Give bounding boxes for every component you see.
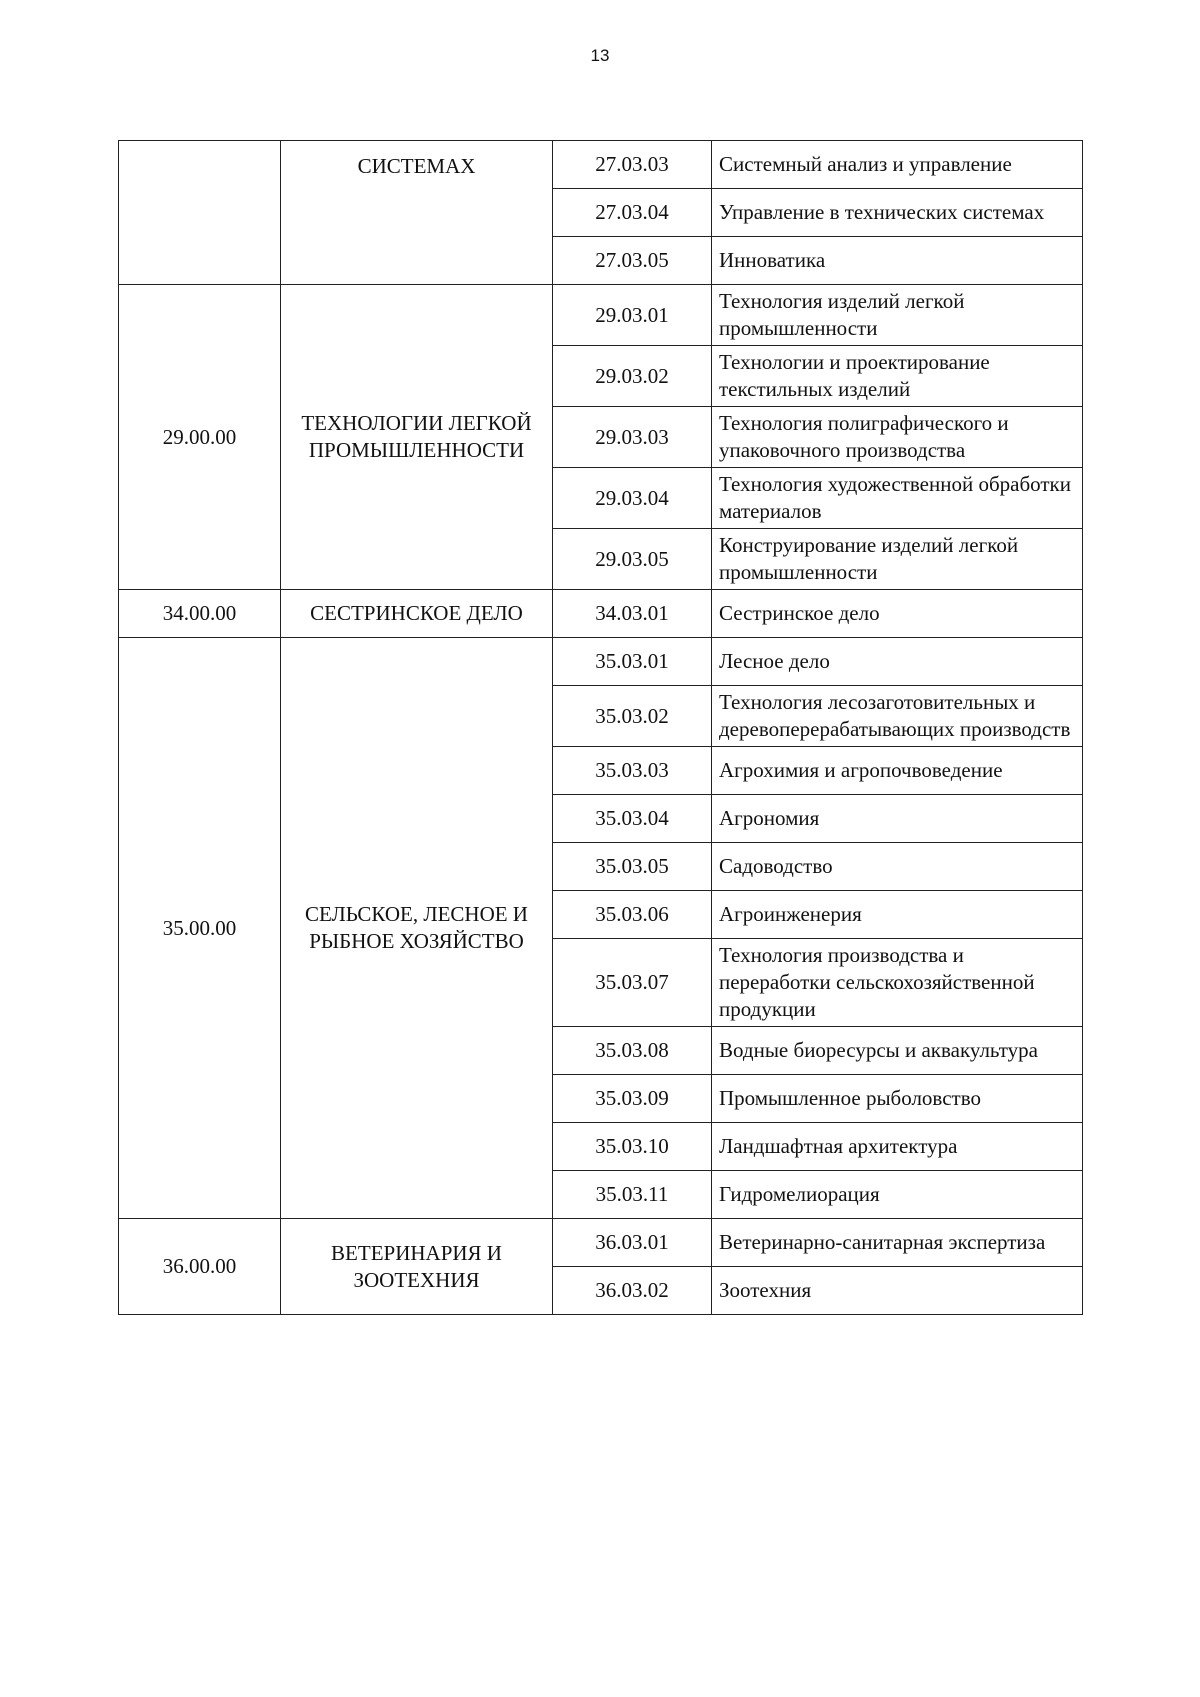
group-name: ВЕТЕРИНАРИЯ И ЗООТЕХНИЯ xyxy=(281,1219,553,1315)
program-code: 36.03.01 xyxy=(553,1219,712,1267)
program-name: Промышленное рыболовство xyxy=(712,1075,1083,1123)
group-name: СЕЛЬСКОЕ, ЛЕСНОЕ И РЫБНОЕ ХОЗЯЙСТВО xyxy=(281,638,553,1219)
table-row xyxy=(119,638,1083,686)
program-code: 29.03.04 xyxy=(553,468,712,529)
group-code: 35.00.00 xyxy=(119,638,281,1219)
program-name: Управление в технических системах xyxy=(712,189,1083,237)
specialties-table xyxy=(118,140,1083,1315)
program-name: Инноватика xyxy=(712,237,1083,285)
program-name: Садоводство xyxy=(712,843,1083,891)
table-row xyxy=(119,141,1083,189)
program-name: Агроинженерия xyxy=(712,891,1083,939)
program-name: Лесное дело xyxy=(712,638,1083,686)
program-code: 35.03.01 xyxy=(553,638,712,686)
program-name: Агрохимия и агропочвоведение xyxy=(712,747,1083,795)
program-name: Водные биоресурсы и аквакультура xyxy=(712,1027,1083,1075)
table-row xyxy=(119,590,1083,638)
group-code: 29.00.00 xyxy=(119,285,281,590)
program-name: Технология полиграфического и упаковочного производства xyxy=(712,407,1083,468)
program-code: 35.03.02 xyxy=(553,686,712,747)
program-code: 27.03.04 xyxy=(553,189,712,237)
program-code: 35.03.05 xyxy=(553,843,712,891)
program-code: 29.03.03 xyxy=(553,407,712,468)
program-name: Системный анализ и управление xyxy=(712,141,1083,189)
group-code: 34.00.00 xyxy=(119,590,281,638)
program-code: 35.03.03 xyxy=(553,747,712,795)
program-code: 29.03.01 xyxy=(553,285,712,346)
program-code: 35.03.11 xyxy=(553,1171,712,1219)
table-row xyxy=(119,285,1083,346)
group-code: 36.00.00 xyxy=(119,1219,281,1315)
program-code: 35.03.07 xyxy=(553,939,712,1027)
program-name: Сестринское дело xyxy=(712,590,1083,638)
program-code: 29.03.05 xyxy=(553,529,712,590)
program-code: 34.03.01 xyxy=(553,590,712,638)
program-name: Технология художественной обработки материалов xyxy=(712,468,1083,529)
table-row xyxy=(119,1219,1083,1267)
program-name: Зоотехния xyxy=(712,1267,1083,1315)
program-name: Конструирование изделий легкой промышленности xyxy=(712,529,1083,590)
program-code: 35.03.06 xyxy=(553,891,712,939)
program-name: Ландшафтная архитектура xyxy=(712,1123,1083,1171)
page-number: 13 xyxy=(590,46,610,65)
program-name: Технология производства и переработки сельскохозяйственной продукции xyxy=(712,939,1083,1027)
program-code: 35.03.08 xyxy=(553,1027,712,1075)
program-name: Технологии и проектирование текстильных изделий xyxy=(712,346,1083,407)
group-name: СЕСТРИНСКОЕ ДЕЛО xyxy=(281,590,553,638)
program-name: Технология лесозаготовительных и деревоперерабатывающих производств xyxy=(712,686,1083,747)
program-code: 35.03.10 xyxy=(553,1123,712,1171)
program-code: 35.03.09 xyxy=(553,1075,712,1123)
group-code xyxy=(119,141,281,285)
program-code: 27.03.03 xyxy=(553,141,712,189)
program-name: Агрономия xyxy=(712,795,1083,843)
group-name: СИСТЕМАХ xyxy=(281,141,553,285)
program-code: 36.03.02 xyxy=(553,1267,712,1315)
program-name: Технология изделий легкой промышленности xyxy=(712,285,1083,346)
group-name: ТЕХНОЛОГИИ ЛЕГКОЙ ПРОМЫШЛЕННОСТИ xyxy=(281,285,553,590)
program-name: Гидромелиорация xyxy=(712,1171,1083,1219)
program-code: 27.03.05 xyxy=(553,237,712,285)
program-code: 29.03.02 xyxy=(553,346,712,407)
program-name: Ветеринарно-санитарная экспертиза xyxy=(712,1219,1083,1267)
program-code: 35.03.04 xyxy=(553,795,712,843)
